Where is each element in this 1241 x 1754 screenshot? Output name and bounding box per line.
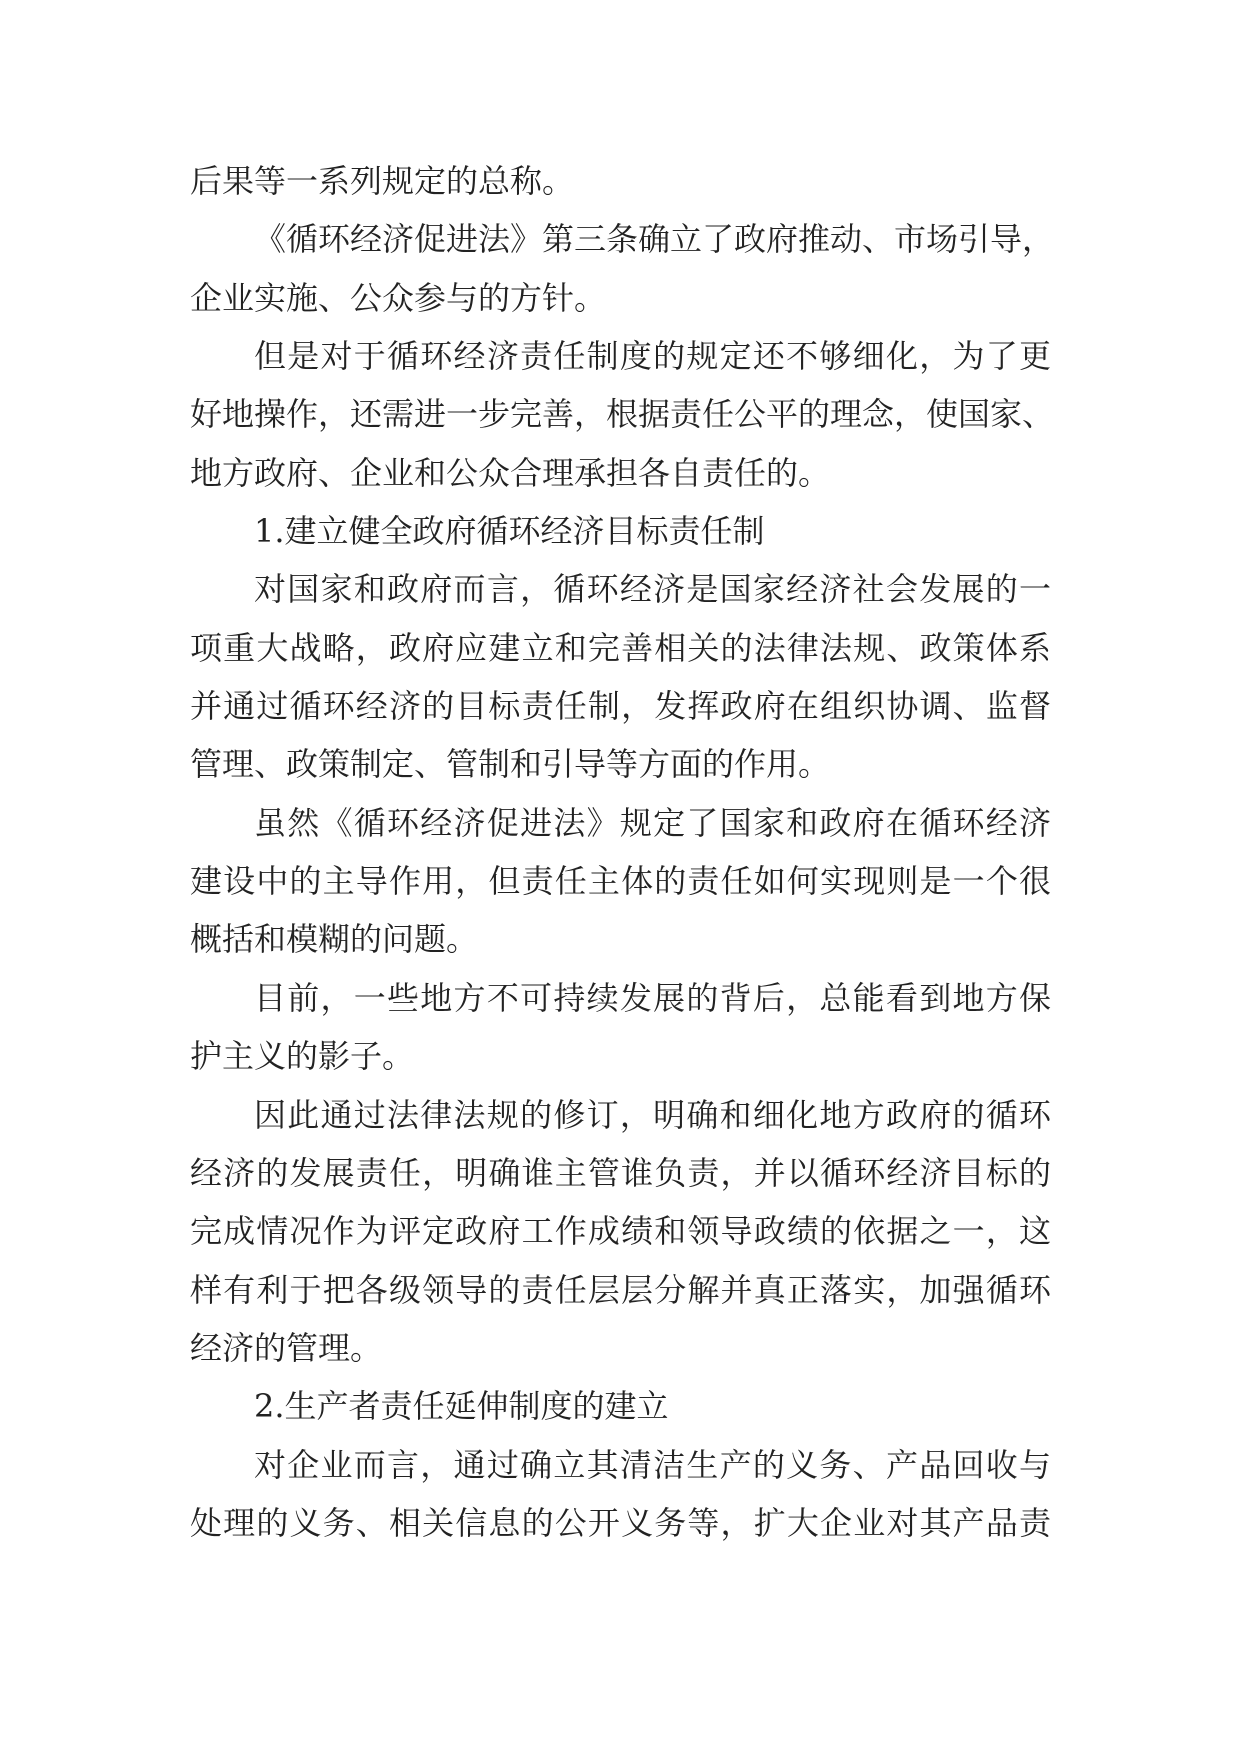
paragraph (190, 210, 1055, 327)
text-line: 对企业而言，通过确立其清洁生产的义务、产品回收与 (254, 1445, 1051, 1484)
paragraph (190, 1086, 1051, 1378)
text-line: 经济的发展责任，明确谁主管谁负责，并以循环经济目标的 (190, 1153, 1051, 1192)
text-line: 后果等一系列规定的总称。 (190, 162, 575, 200)
text-line: 但是对于循环经济责任制度的规定还不够细化，为了更 (254, 337, 1051, 376)
text-line: 地方政府、企业和公众合理承担各自责任的。 (190, 453, 831, 492)
text-line: 样有利于把各级领导的责任层层分解并真正落实，加强循环 (190, 1270, 1051, 1309)
paragraph (190, 560, 1051, 793)
heading-text: 1.建立健全政府循环经济目标责任制 (254, 512, 765, 551)
text-line: 项重大战略，政府应建立和完善相关的法律法规、政策体系 (190, 628, 1051, 667)
paragraph (190, 969, 1051, 1086)
paragraph (190, 794, 1051, 969)
text-line: 目前，一些地方不可持续发展的背后，总能看到地方保 (254, 978, 1051, 1017)
text-line: 好地操作，还需进一步完善，根据责任公平的理念，使国家、 (190, 395, 1055, 434)
text-line: 处理的义务、相关信息的公开义务等，扩大企业对其产品责 (190, 1503, 1051, 1542)
text-line: 对国家和政府而言，循环经济是国家经济社会发展的一 (254, 570, 1051, 609)
text-line: 管理、政策制定、管制和引导等方面的作用。 (190, 745, 831, 784)
text-line: 建设中的主导作用，但责任主体的责任如何实现则是一个很 (190, 862, 1051, 901)
text-line: 完成情况作为评定政府工作成绩和领导政绩的依据之一，这 (190, 1212, 1051, 1251)
text-line: 企业实施、公众参与的方针。 (190, 278, 607, 317)
text-line: 虽然《循环经济促进法》规定了国家和政府在循环经济 (254, 803, 1051, 842)
text-line: 经济的管理。 (190, 1328, 383, 1367)
paragraph (190, 327, 1055, 502)
text-line: 《循环经济促进法》第三条确立了政府推动、市场引导， (254, 220, 1055, 259)
section-heading (190, 502, 1051, 560)
paragraph (190, 1436, 1051, 1553)
section-heading (190, 1377, 1051, 1435)
text-line: 概括和模糊的问题。 (190, 920, 479, 959)
text-line: 护主义的影子。 (190, 1037, 415, 1076)
document-body (190, 152, 1055, 1552)
paragraph-continuation (190, 152, 1051, 210)
heading-text: 2.生产者责任延伸制度的建立 (254, 1387, 669, 1426)
text-line: 因此通过法律法规的修订，明确和细化地方政府的循环 (254, 1095, 1051, 1134)
text-line: 并通过循环经济的目标责任制，发挥政府在组织协调、监督 (190, 687, 1051, 726)
